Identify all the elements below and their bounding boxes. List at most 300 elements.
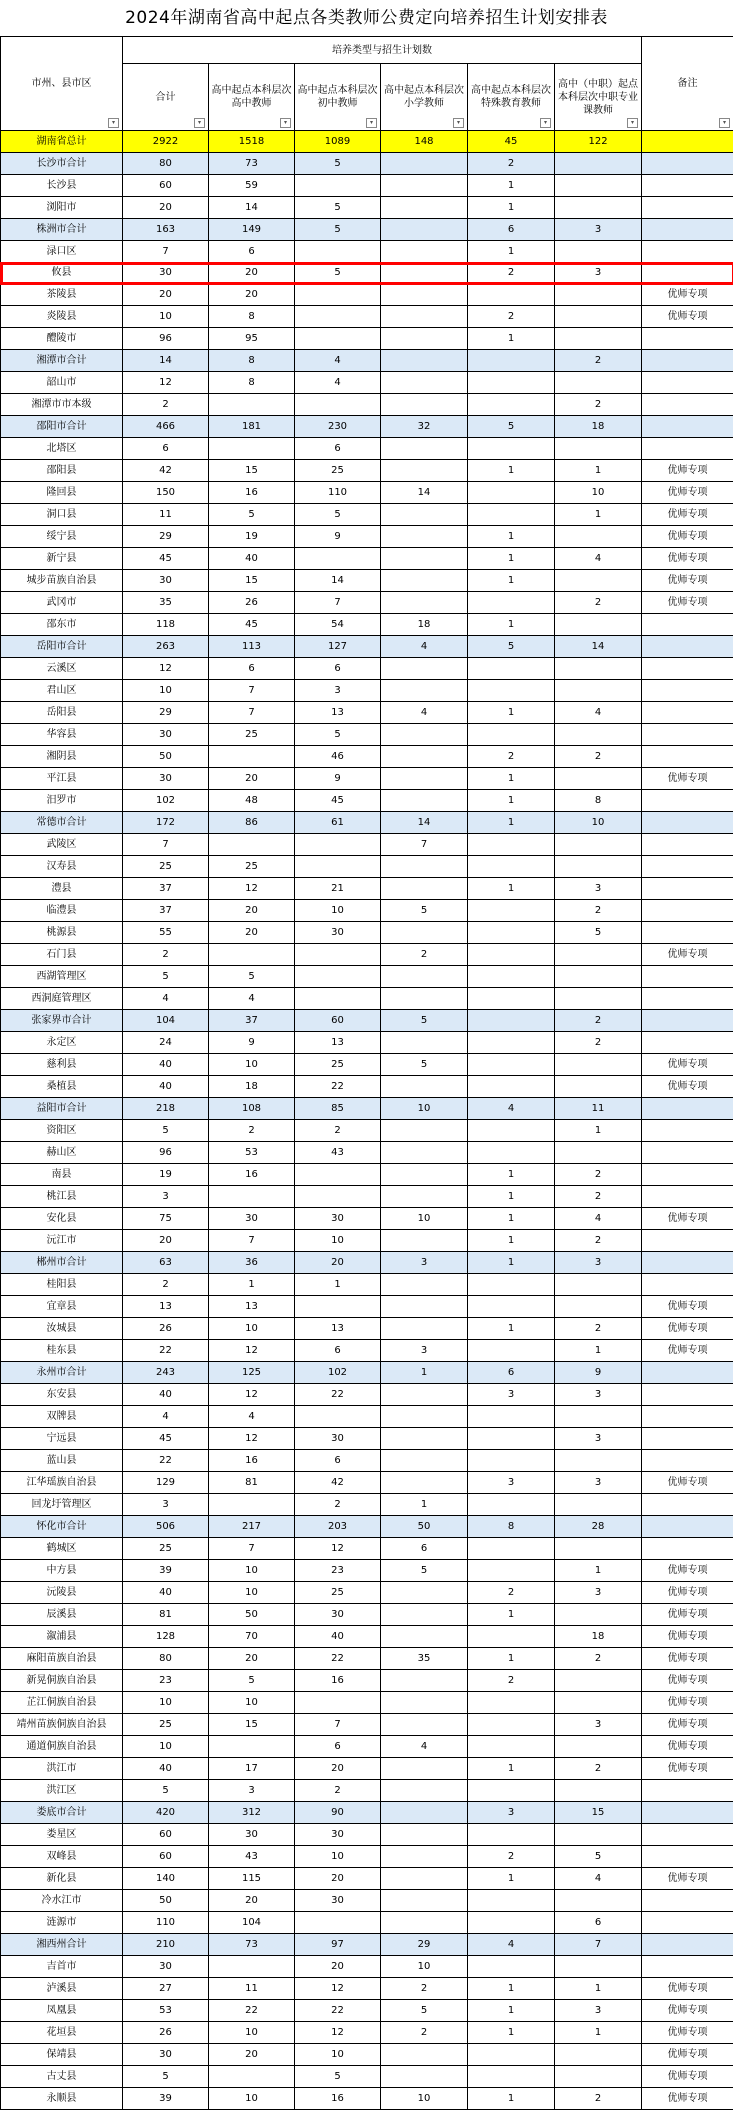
cell-high-school[interactable]: 4 — [209, 1406, 295, 1428]
cell-special-education[interactable] — [468, 1450, 555, 1472]
cell-special-education[interactable]: 1 — [468, 241, 555, 263]
cell-high-school[interactable]: 8 — [209, 350, 295, 372]
cell-vocational[interactable]: 3 — [555, 2000, 642, 2022]
cell-primary-school[interactable]: 29 — [381, 1934, 468, 1956]
cell-note[interactable]: 优师专项 — [642, 1736, 733, 1758]
cell-middle-school[interactable]: 5 — [295, 153, 381, 175]
cell-total[interactable]: 104 — [123, 1010, 209, 1032]
cell-region[interactable]: 冷水江市 — [1, 1890, 123, 1912]
cell-total[interactable]: 5 — [123, 966, 209, 988]
table-row[interactable] — [1, 197, 733, 219]
cell-middle-school[interactable]: 9 — [295, 768, 381, 790]
cell-high-school[interactable]: 12 — [209, 1384, 295, 1406]
cell-region[interactable]: 吉首市 — [1, 1956, 123, 1978]
cell-vocational[interactable] — [555, 241, 642, 263]
cell-special-education[interactable]: 1 — [468, 328, 555, 350]
cell-vocational[interactable]: 4 — [555, 548, 642, 570]
table-row[interactable] — [1, 1318, 733, 1340]
cell-region[interactable]: 芷江侗族自治县 — [1, 1692, 123, 1714]
cell-high-school[interactable]: 73 — [209, 1934, 295, 1956]
cell-region[interactable]: 湘潭市市本级 — [1, 394, 123, 416]
cell-special-education[interactable]: 2 — [468, 153, 555, 175]
cell-note[interactable] — [642, 1780, 733, 1802]
cell-vocational[interactable]: 2 — [555, 350, 642, 372]
cell-total[interactable]: 5 — [123, 1120, 209, 1142]
cell-special-education[interactable]: 1 — [468, 1208, 555, 1230]
cell-special-education[interactable]: 1 — [468, 460, 555, 482]
cell-high-school[interactable]: 181 — [209, 416, 295, 438]
cell-region[interactable]: 临澧县 — [1, 900, 123, 922]
table-row[interactable] — [1, 1868, 733, 1890]
cell-high-school[interactable]: 20 — [209, 263, 295, 284]
cell-vocational[interactable] — [555, 1736, 642, 1758]
cell-high-school[interactable]: 10 — [209, 1560, 295, 1582]
cell-region[interactable]: 双牌县 — [1, 1406, 123, 1428]
city-total-row[interactable] — [1, 1516, 733, 1538]
cell-total[interactable]: 40 — [123, 1582, 209, 1604]
cell-middle-school[interactable]: 30 — [295, 1428, 381, 1450]
cell-note[interactable] — [642, 856, 733, 878]
cell-vocational[interactable] — [555, 2066, 642, 2088]
cell-total[interactable]: 11 — [123, 504, 209, 526]
cell-total[interactable]: 23 — [123, 1670, 209, 1692]
cell-high-school[interactable]: 6 — [209, 241, 295, 263]
cell-high-school[interactable]: 43 — [209, 1846, 295, 1868]
cell-high-school[interactable] — [209, 438, 295, 460]
table-row[interactable] — [1, 1230, 733, 1252]
cell-total[interactable]: 10 — [123, 1736, 209, 1758]
cell-note[interactable] — [642, 1164, 733, 1186]
cell-middle-school[interactable]: 14 — [295, 570, 381, 592]
cell-high-school[interactable]: 104 — [209, 1912, 295, 1934]
city-total-row[interactable] — [1, 416, 733, 438]
cell-vocational[interactable] — [555, 1494, 642, 1516]
cell-primary-school[interactable]: 1 — [381, 1494, 468, 1516]
cell-total[interactable]: 30 — [123, 2044, 209, 2066]
table-row[interactable] — [1, 394, 733, 416]
cell-primary-school[interactable] — [381, 1318, 468, 1340]
cell-high-school[interactable]: 22 — [209, 2000, 295, 2022]
cell-note[interactable]: 优师专项 — [642, 1208, 733, 1230]
cell-special-education[interactable]: 3 — [468, 1384, 555, 1406]
table-row[interactable] — [1, 834, 733, 856]
cell-primary-school[interactable] — [381, 548, 468, 570]
cell-primary-school[interactable]: 5 — [381, 1010, 468, 1032]
cell-high-school[interactable]: 48 — [209, 790, 295, 812]
cell-note[interactable]: 优师专项 — [642, 2000, 733, 2022]
cell-primary-school[interactable] — [381, 658, 468, 680]
cell-high-school[interactable]: 18 — [209, 1076, 295, 1098]
cell-middle-school[interactable]: 43 — [295, 1142, 381, 1164]
cell-vocational[interactable]: 1 — [555, 1560, 642, 1582]
cell-vocational[interactable] — [555, 1054, 642, 1076]
cell-high-school[interactable]: 10 — [209, 1582, 295, 1604]
cell-primary-school[interactable] — [381, 328, 468, 350]
cell-vocational[interactable]: 6 — [555, 1912, 642, 1934]
cell-total[interactable]: 6 — [123, 438, 209, 460]
cell-special-education[interactable]: 1 — [468, 1252, 555, 1274]
cell-high-school[interactable] — [209, 944, 295, 966]
cell-high-school[interactable]: 1 — [209, 1274, 295, 1296]
cell-region[interactable]: 武陵区 — [1, 834, 123, 856]
cell-middle-school[interactable]: 30 — [295, 1604, 381, 1626]
cell-primary-school[interactable]: 2 — [381, 1978, 468, 2000]
cell-region[interactable]: 中方县 — [1, 1560, 123, 1582]
table-row[interactable] — [1, 900, 733, 922]
cell-special-education[interactable]: 1 — [468, 812, 555, 834]
cell-region[interactable]: 华容县 — [1, 724, 123, 746]
cell-special-education[interactable] — [468, 284, 555, 306]
cell-high-school[interactable]: 37 — [209, 1010, 295, 1032]
cell-note[interactable] — [642, 1516, 733, 1538]
cell-special-education[interactable]: 1 — [468, 1318, 555, 1340]
cell-vocational[interactable] — [555, 680, 642, 702]
table-row[interactable] — [1, 1626, 733, 1648]
cell-total[interactable]: 25 — [123, 1538, 209, 1560]
cell-middle-school[interactable]: 6 — [295, 1340, 381, 1362]
cell-vocational[interactable]: 10 — [555, 812, 642, 834]
filter-dropdown-icon[interactable]: ▾ — [627, 118, 638, 128]
cell-primary-school[interactable] — [381, 1230, 468, 1252]
cell-region[interactable]: 邵阳县 — [1, 460, 123, 482]
cell-total[interactable]: 27 — [123, 1978, 209, 2000]
cell-primary-school[interactable] — [381, 1428, 468, 1450]
cell-primary-school[interactable] — [381, 153, 468, 175]
cell-high-school[interactable]: 15 — [209, 1714, 295, 1736]
cell-total[interactable]: 10 — [123, 680, 209, 702]
cell-special-education[interactable] — [468, 1780, 555, 1802]
cell-primary-school[interactable] — [381, 1296, 468, 1318]
cell-vocational[interactable] — [555, 658, 642, 680]
cell-high-school[interactable]: 20 — [209, 1648, 295, 1670]
province-total-row[interactable] — [1, 131, 733, 153]
table-row[interactable] — [1, 1076, 733, 1098]
cell-region[interactable]: 涟源市 — [1, 1912, 123, 1934]
table-row[interactable] — [1, 1758, 733, 1780]
table-row[interactable] — [1, 768, 733, 790]
cell-high-school[interactable]: 8 — [209, 372, 295, 394]
cell-vocational[interactable]: 3 — [555, 1582, 642, 1604]
cell-middle-school[interactable]: 6 — [295, 438, 381, 460]
cell-total[interactable]: 129 — [123, 1472, 209, 1494]
cell-note[interactable] — [642, 350, 733, 372]
cell-vocational[interactable]: 10 — [555, 482, 642, 504]
cell-middle-school[interactable] — [295, 328, 381, 350]
cell-vocational[interactable]: 2 — [555, 1186, 642, 1208]
cell-total[interactable]: 60 — [123, 175, 209, 197]
cell-special-education[interactable] — [468, 1340, 555, 1362]
cell-region[interactable]: 靖州苗族侗族自治县 — [1, 1714, 123, 1736]
cell-middle-school[interactable] — [295, 306, 381, 328]
cell-total[interactable]: 30 — [123, 1956, 209, 1978]
cell-primary-school[interactable]: 35 — [381, 1648, 468, 1670]
cell-note[interactable] — [642, 966, 733, 988]
cell-middle-school[interactable]: 25 — [295, 1582, 381, 1604]
cell-total[interactable]: 22 — [123, 1450, 209, 1472]
cell-special-education[interactable] — [468, 504, 555, 526]
cell-middle-school[interactable]: 9 — [295, 526, 381, 548]
cell-note[interactable]: 优师专项 — [642, 1692, 733, 1714]
city-total-row[interactable] — [1, 1010, 733, 1032]
cell-region[interactable]: 澧县 — [1, 878, 123, 900]
cell-primary-school[interactable] — [381, 680, 468, 702]
cell-high-school[interactable]: 113 — [209, 636, 295, 658]
cell-high-school[interactable]: 125 — [209, 1362, 295, 1384]
cell-middle-school[interactable]: 46 — [295, 746, 381, 768]
city-total-row[interactable] — [1, 153, 733, 175]
cell-note[interactable]: 优师专项 — [642, 1868, 733, 1890]
cell-note[interactable]: 优师专项 — [642, 1560, 733, 1582]
cell-total[interactable]: 30 — [123, 263, 209, 284]
cell-note[interactable]: 优师专项 — [642, 1648, 733, 1670]
cell-total[interactable]: 12 — [123, 658, 209, 680]
cell-note[interactable] — [642, 1934, 733, 1956]
cell-primary-school[interactable]: 10 — [381, 1098, 468, 1120]
cell-special-education[interactable]: 1 — [468, 570, 555, 592]
table-row[interactable] — [1, 1208, 733, 1230]
table-row[interactable] — [1, 1604, 733, 1626]
cell-special-education[interactable] — [468, 1714, 555, 1736]
cell-total[interactable]: 420 — [123, 1802, 209, 1824]
cell-note[interactable] — [642, 1010, 733, 1032]
table-row[interactable] — [1, 1186, 733, 1208]
cell-vocational[interactable]: 3 — [555, 1384, 642, 1406]
cell-vocational[interactable] — [555, 438, 642, 460]
cell-high-school[interactable]: 2 — [209, 1120, 295, 1142]
cell-high-school[interactable]: 5 — [209, 504, 295, 526]
cell-special-education[interactable]: 1 — [468, 614, 555, 636]
cell-special-education[interactable] — [468, 1120, 555, 1142]
cell-vocational[interactable] — [555, 1274, 642, 1296]
cell-special-education[interactable] — [468, 1692, 555, 1714]
table-row[interactable] — [1, 1824, 733, 1846]
cell-high-school[interactable] — [209, 1494, 295, 1516]
cell-total[interactable]: 218 — [123, 1098, 209, 1120]
cell-region[interactable]: 保靖县 — [1, 2044, 123, 2066]
cell-note[interactable] — [642, 1252, 733, 1274]
cell-middle-school[interactable]: 30 — [295, 1890, 381, 1912]
table-row[interactable] — [1, 1692, 733, 1714]
cell-middle-school[interactable]: 2 — [295, 1120, 381, 1142]
cell-primary-school[interactable] — [381, 1670, 468, 1692]
cell-special-education[interactable] — [468, 988, 555, 1010]
cell-note[interactable] — [642, 131, 733, 153]
cell-vocational[interactable]: 3 — [555, 219, 642, 241]
table-row[interactable] — [1, 2088, 733, 2110]
city-total-row[interactable] — [1, 1802, 733, 1824]
cell-total[interactable]: 42 — [123, 460, 209, 482]
cell-high-school[interactable]: 6 — [209, 658, 295, 680]
cell-special-education[interactable]: 1 — [468, 1868, 555, 1890]
cell-high-school[interactable]: 95 — [209, 328, 295, 350]
cell-region[interactable]: 江华瑶族自治县 — [1, 1472, 123, 1494]
cell-special-education[interactable] — [468, 856, 555, 878]
cell-note[interactable] — [642, 988, 733, 1010]
cell-primary-school[interactable] — [381, 197, 468, 219]
table-row[interactable] — [1, 1538, 733, 1560]
cell-note[interactable]: 优师专项 — [642, 1318, 733, 1340]
cell-special-education[interactable]: 1 — [468, 1164, 555, 1186]
cell-note[interactable]: 优师专项 — [642, 1296, 733, 1318]
cell-region[interactable]: 岳阳市合计 — [1, 636, 123, 658]
cell-vocational[interactable]: 3 — [555, 263, 642, 284]
cell-vocational[interactable]: 9 — [555, 1362, 642, 1384]
cell-special-education[interactable]: 1 — [468, 548, 555, 570]
cell-region[interactable]: 蓝山县 — [1, 1450, 123, 1472]
cell-primary-school[interactable]: 5 — [381, 1054, 468, 1076]
cell-total[interactable]: 7 — [123, 241, 209, 263]
cell-vocational[interactable]: 2 — [555, 592, 642, 614]
cell-note[interactable]: 优师专项 — [642, 306, 733, 328]
city-total-row[interactable] — [1, 1934, 733, 1956]
cell-note[interactable]: 优师专项 — [642, 284, 733, 306]
cell-special-education[interactable]: 1 — [468, 1186, 555, 1208]
cell-note[interactable]: 优师专项 — [642, 1758, 733, 1780]
cell-region[interactable]: 城步苗族自治县 — [1, 570, 123, 592]
cell-note[interactable] — [642, 438, 733, 460]
cell-primary-school[interactable] — [381, 1890, 468, 1912]
cell-high-school[interactable]: 30 — [209, 1824, 295, 1846]
cell-total[interactable]: 210 — [123, 1934, 209, 1956]
cell-primary-school[interactable] — [381, 1450, 468, 1472]
cell-region[interactable]: 桂东县 — [1, 1340, 123, 1362]
cell-vocational[interactable]: 2 — [555, 1318, 642, 1340]
cell-primary-school[interactable] — [381, 2044, 468, 2066]
table-row[interactable] — [1, 856, 733, 878]
cell-region[interactable]: 沅陵县 — [1, 1582, 123, 1604]
cell-primary-school[interactable] — [381, 241, 468, 263]
cell-special-education[interactable] — [468, 834, 555, 856]
table-row[interactable] — [1, 438, 733, 460]
table-row[interactable] — [1, 328, 733, 350]
cell-middle-school[interactable] — [295, 966, 381, 988]
cell-high-school[interactable]: 19 — [209, 526, 295, 548]
cell-primary-school[interactable] — [381, 263, 468, 284]
cell-high-school[interactable]: 16 — [209, 1450, 295, 1472]
table-row[interactable] — [1, 2044, 733, 2066]
cell-total[interactable]: 14 — [123, 350, 209, 372]
cell-middle-school[interactable]: 5 — [295, 219, 381, 241]
cell-vocational[interactable] — [555, 1780, 642, 1802]
cell-special-education[interactable] — [468, 724, 555, 746]
table-row[interactable] — [1, 1978, 733, 2000]
cell-total[interactable]: 20 — [123, 1230, 209, 1252]
cell-total[interactable]: 5 — [123, 1780, 209, 1802]
table-row[interactable] — [1, 944, 733, 966]
cell-region[interactable]: 娄星区 — [1, 1824, 123, 1846]
cell-region[interactable]: 石门县 — [1, 944, 123, 966]
cell-total[interactable]: 102 — [123, 790, 209, 812]
cell-special-education[interactable]: 1 — [468, 2000, 555, 2022]
cell-middle-school[interactable]: 20 — [295, 1758, 381, 1780]
cell-middle-school[interactable]: 4 — [295, 372, 381, 394]
cell-high-school[interactable]: 4 — [209, 988, 295, 1010]
cell-high-school[interactable]: 16 — [209, 482, 295, 504]
cell-region[interactable]: 东安县 — [1, 1384, 123, 1406]
cell-note[interactable]: 优师专项 — [642, 1472, 733, 1494]
cell-high-school[interactable]: 11 — [209, 1978, 295, 2000]
cell-primary-school[interactable]: 2 — [381, 944, 468, 966]
cell-total[interactable]: 40 — [123, 1076, 209, 1098]
cell-middle-school[interactable]: 4 — [295, 350, 381, 372]
cell-special-education[interactable]: 1 — [468, 1978, 555, 2000]
cell-special-education[interactable] — [468, 1824, 555, 1846]
cell-total[interactable]: 24 — [123, 1032, 209, 1054]
cell-high-school[interactable]: 5 — [209, 1670, 295, 1692]
cell-primary-school[interactable]: 5 — [381, 2000, 468, 2022]
cell-special-education[interactable] — [468, 1296, 555, 1318]
cell-primary-school[interactable] — [381, 219, 468, 241]
cell-special-education[interactable]: 4 — [468, 1934, 555, 1956]
cell-primary-school[interactable]: 10 — [381, 2088, 468, 2110]
cell-vocational[interactable] — [555, 1956, 642, 1978]
cell-primary-school[interactable]: 148 — [381, 131, 468, 153]
cell-primary-school[interactable] — [381, 1692, 468, 1714]
cell-primary-school[interactable] — [381, 284, 468, 306]
cell-middle-school[interactable]: 10 — [295, 900, 381, 922]
cell-region[interactable]: 益阳市合计 — [1, 1098, 123, 1120]
cell-region[interactable]: 花垣县 — [1, 2022, 123, 2044]
cell-vocational[interactable]: 1 — [555, 1978, 642, 2000]
cell-vocational[interactable]: 14 — [555, 636, 642, 658]
cell-special-education[interactable]: 2 — [468, 306, 555, 328]
cell-primary-school[interactable]: 5 — [381, 900, 468, 922]
cell-middle-school[interactable]: 60 — [295, 1010, 381, 1032]
cell-region[interactable]: 长沙县 — [1, 175, 123, 197]
cell-middle-school[interactable]: 12 — [295, 2022, 381, 2044]
cell-middle-school[interactable]: 10 — [295, 1846, 381, 1868]
cell-note[interactable] — [642, 1538, 733, 1560]
cell-high-school[interactable] — [209, 834, 295, 856]
cell-primary-school[interactable] — [381, 1626, 468, 1648]
cell-note[interactable] — [642, 197, 733, 219]
table-row[interactable] — [1, 1890, 733, 1912]
cell-primary-school[interactable] — [381, 1120, 468, 1142]
cell-primary-school[interactable]: 14 — [381, 812, 468, 834]
cell-total[interactable]: 30 — [123, 768, 209, 790]
cell-note[interactable] — [642, 922, 733, 944]
cell-region[interactable]: 通道侗族自治县 — [1, 1736, 123, 1758]
cell-primary-school[interactable] — [381, 1472, 468, 1494]
table-row[interactable] — [1, 2066, 733, 2088]
cell-special-education[interactable] — [468, 680, 555, 702]
cell-region[interactable]: 怀化市合计 — [1, 1516, 123, 1538]
cell-primary-school[interactable]: 50 — [381, 1516, 468, 1538]
cell-region[interactable]: 湘潭市合计 — [1, 350, 123, 372]
cell-special-education[interactable] — [468, 1538, 555, 1560]
cell-middle-school[interactable]: 5 — [295, 724, 381, 746]
table-row[interactable] — [1, 1912, 733, 1934]
cell-primary-school[interactable] — [381, 768, 468, 790]
cell-total[interactable]: 172 — [123, 812, 209, 834]
cell-note[interactable]: 优师专项 — [642, 1340, 733, 1362]
cell-note[interactable]: 优师专项 — [642, 504, 733, 526]
cell-vocational[interactable]: 2 — [555, 746, 642, 768]
table-row[interactable] — [1, 1164, 733, 1186]
cell-region[interactable]: 隆回县 — [1, 482, 123, 504]
cell-note[interactable] — [642, 812, 733, 834]
cell-primary-school[interactable] — [381, 746, 468, 768]
cell-middle-school[interactable] — [295, 1406, 381, 1428]
cell-region[interactable]: 辰溪县 — [1, 1604, 123, 1626]
cell-note[interactable]: 优师专项 — [642, 2088, 733, 2110]
cell-primary-school[interactable] — [381, 394, 468, 416]
cell-middle-school[interactable]: 5 — [295, 504, 381, 526]
cell-special-education[interactable]: 5 — [468, 636, 555, 658]
cell-special-education[interactable]: 1 — [468, 526, 555, 548]
cell-total[interactable]: 55 — [123, 922, 209, 944]
cell-primary-school[interactable]: 18 — [381, 614, 468, 636]
